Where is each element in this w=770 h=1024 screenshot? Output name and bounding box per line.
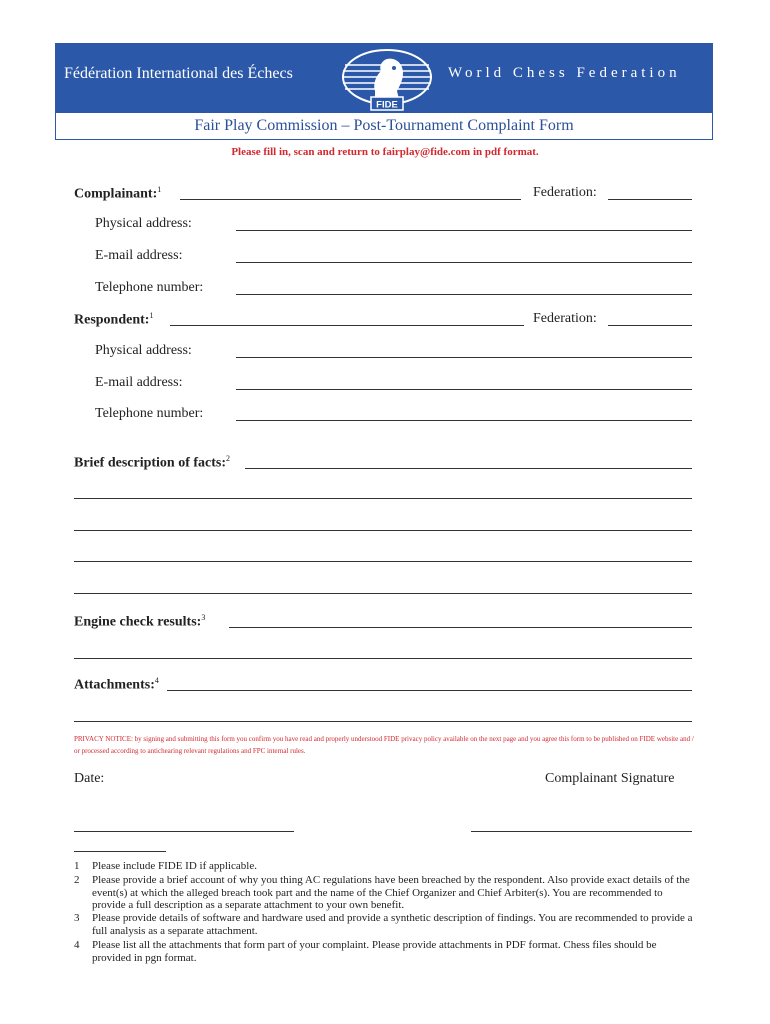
- header-band: [55, 43, 713, 113]
- attachments-label: Attachments:$^4$: [74, 676, 159, 693]
- footnote-4: 4 Please list all the attachments that form part of your complaint. Please provide attachments in PDF format. Chess files should be provided in pgn format.: [74, 939, 657, 964]
- signature-label: Complainant Signature: [545, 771, 675, 786]
- complainant-phone-field[interactable]: [236, 294, 692, 295]
- fide-logo-icon: [339, 47, 435, 111]
- complainant-federation-label: Federation:: [533, 185, 597, 200]
- footnote-1: 1 Please include FIDE ID if applicable.: [74, 860, 257, 872]
- signature-field[interactable]: [471, 831, 692, 832]
- facts-label: Brief description of facts:$^2$: [74, 454, 231, 471]
- form-title: Fair Play Commission – Post-Tournament Complaint Form: [194, 117, 574, 134]
- respondent-federation-label: Federation:: [533, 311, 597, 326]
- respondent-email-label: E-mail address:: [95, 375, 183, 390]
- respondent-email-field[interactable]: [236, 389, 692, 390]
- date-label: Date:: [74, 771, 105, 786]
- facts-field-line[interactable]: [74, 530, 692, 531]
- complainant-email-label: E-mail address:: [95, 248, 183, 263]
- facts-field-line[interactable]: [245, 468, 692, 469]
- facts-field-line[interactable]: [74, 593, 692, 594]
- complainant-label: Complainant:$^1$: [74, 185, 162, 202]
- title-box: [55, 113, 713, 140]
- facts-field-line[interactable]: [74, 498, 692, 499]
- facts-field-line[interactable]: [74, 561, 692, 562]
- footnote-2: 2 Please provide a brief account of why you thing AC regulations have been breached by the respondent. Also provide exact details of the event(s) at which the alleged breach took part and the name of the Chief Organizer and Chief Arbiter(s). You are recommended to provide a full description as a separate attachment to your own benefit.: [74, 874, 690, 911]
- instructions: Please fill in, scan and return to fairplay@fide.com in pdf format.: [231, 146, 539, 158]
- svg-text:FIDE: FIDE: [376, 99, 398, 111]
- respondent-federation-field[interactable]: [608, 325, 692, 326]
- respondent-physical-field[interactable]: [236, 357, 692, 358]
- respondent-physical-label: Physical address:: [95, 343, 192, 358]
- header-right-text: World Chess Federation: [448, 65, 681, 81]
- date-field[interactable]: [74, 831, 294, 832]
- complainant-email-field[interactable]: [236, 262, 692, 263]
- privacy-notice: PRIVACY NOTICE: by signing and submitting this form you confirm you have read and properly understood FIDE privacy policy available on the next page and you agree this form to be published on FIDE website and / or processed according to antichearing relevant regulations and FPC internal rules.: [74, 735, 694, 755]
- complainant-physical-field[interactable]: [236, 230, 692, 231]
- attachments-field-line[interactable]: [74, 721, 692, 722]
- footnote-rule: [74, 851, 166, 852]
- respondent-phone-field[interactable]: [236, 420, 692, 421]
- engine-label: Engine check results:$^3$: [74, 613, 206, 630]
- engine-field-line[interactable]: [74, 658, 692, 659]
- complainant-phone-label: Telephone number:: [95, 280, 204, 295]
- complainant-name-field[interactable]: [180, 199, 521, 200]
- complainant-physical-label: Physical address:: [95, 216, 192, 231]
- respondent-label: Respondent:$^1$: [74, 311, 154, 328]
- complainant-federation-field[interactable]: [608, 199, 692, 200]
- respondent-name-field[interactable]: [170, 325, 524, 326]
- engine-field-line[interactable]: [229, 627, 692, 628]
- respondent-phone-label: Telephone number:: [95, 406, 204, 421]
- footnote-3: 3 Please provide details of software and hardware used and provide a synthetic description of findings. You are recommended to provide a full analysis as a separate attachment.: [74, 912, 693, 937]
- attachments-field-line[interactable]: [167, 690, 692, 691]
- header-left-text: Fédération International des Échecs: [64, 65, 293, 82]
